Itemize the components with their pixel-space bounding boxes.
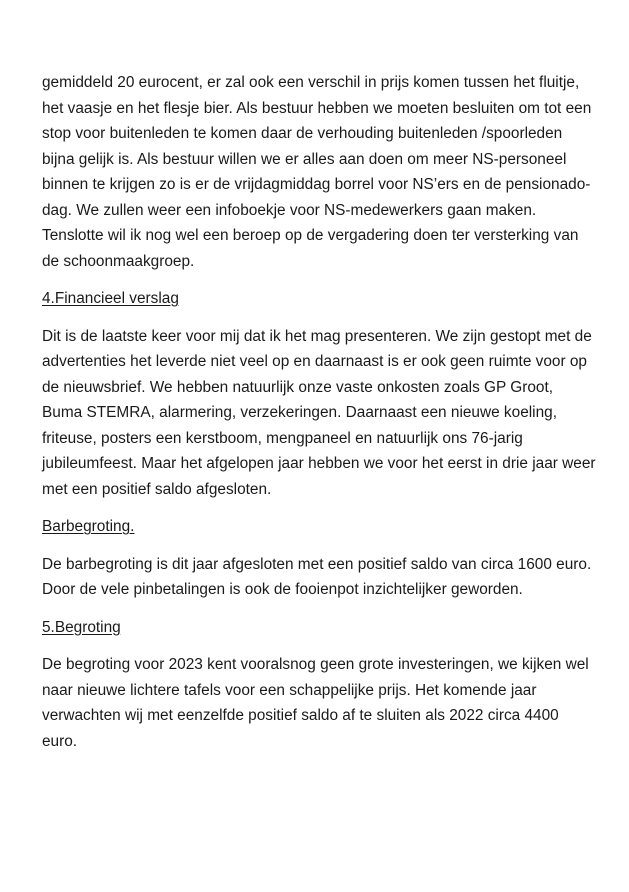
paragraph-barbegroting: De barbegroting is dit jaar afgesloten met een positief saldo van circa 1600 euro. Door de vele pinbetalingen is ook de fooienpot inzichtelijker geworden.	[42, 555, 592, 598]
paragraph-financieel-verslag: Dit is de laatste keer voor mij dat ik het mag presenteren. We zijn gestopt met de advertenties het leverde niet veel op en daarnaast is er ook geen ruimte voor op de nieuwsbrief. We hebben natuurlijk onze vaste onkosten zoals GP Groot, Buma STEMRA, alarmering, verzekeringen. Daarnaast een nieuwe koeling, friteuse, posters een kerstboom, mengpaneel en natuurlijk ons 76-jarig jubileumfeest. Maar het afgelopen jaar hebben we voor het eerst in drie jaar weer met een positief saldo afgesloten.	[42, 327, 596, 498]
document-page	[42, 70, 597, 766]
heading-barbegroting: Barbegroting.	[42, 518, 135, 535]
heading-begroting: 5.Begroting	[42, 618, 121, 636]
paragraph-begroting: De begroting voor 2023 kent vooralsnog geen grote investeringen, we kijken wel naar nieuwe lichtere tafels voor een schappelijke prijs. Het komende jaar verwachten wij met eenzelfde positief saldo af te sluiten als 2022 circa 4400 euro.	[42, 656, 589, 750]
paragraph-bestuur: gemiddeld 20 eurocent, er zal ook een verschil in prijs komen tussen het fluitje, het vaasje en het flesje bier. Als bestuur hebben we moeten besluiten om tot een stop voor buitenleden te komen daar de verhouding buitenleden /spoorleden bijna gelijk is. Als bestuur willen we er alles aan doen om meer NS-personeel binnen te krijgen zo is er de vrijdagmiddag borrel voor NS’ers en de pensionado-dag. We zullen weer een infoboekje voor NS-medewerkers gaan maken. Tenslotte wil ik nog wel een beroep op de vergadering doen ter versterking van de schoonmaakgroep.	[42, 74, 592, 270]
heading-financieel-verslag: 4.Financieel verslag	[42, 290, 179, 307]
